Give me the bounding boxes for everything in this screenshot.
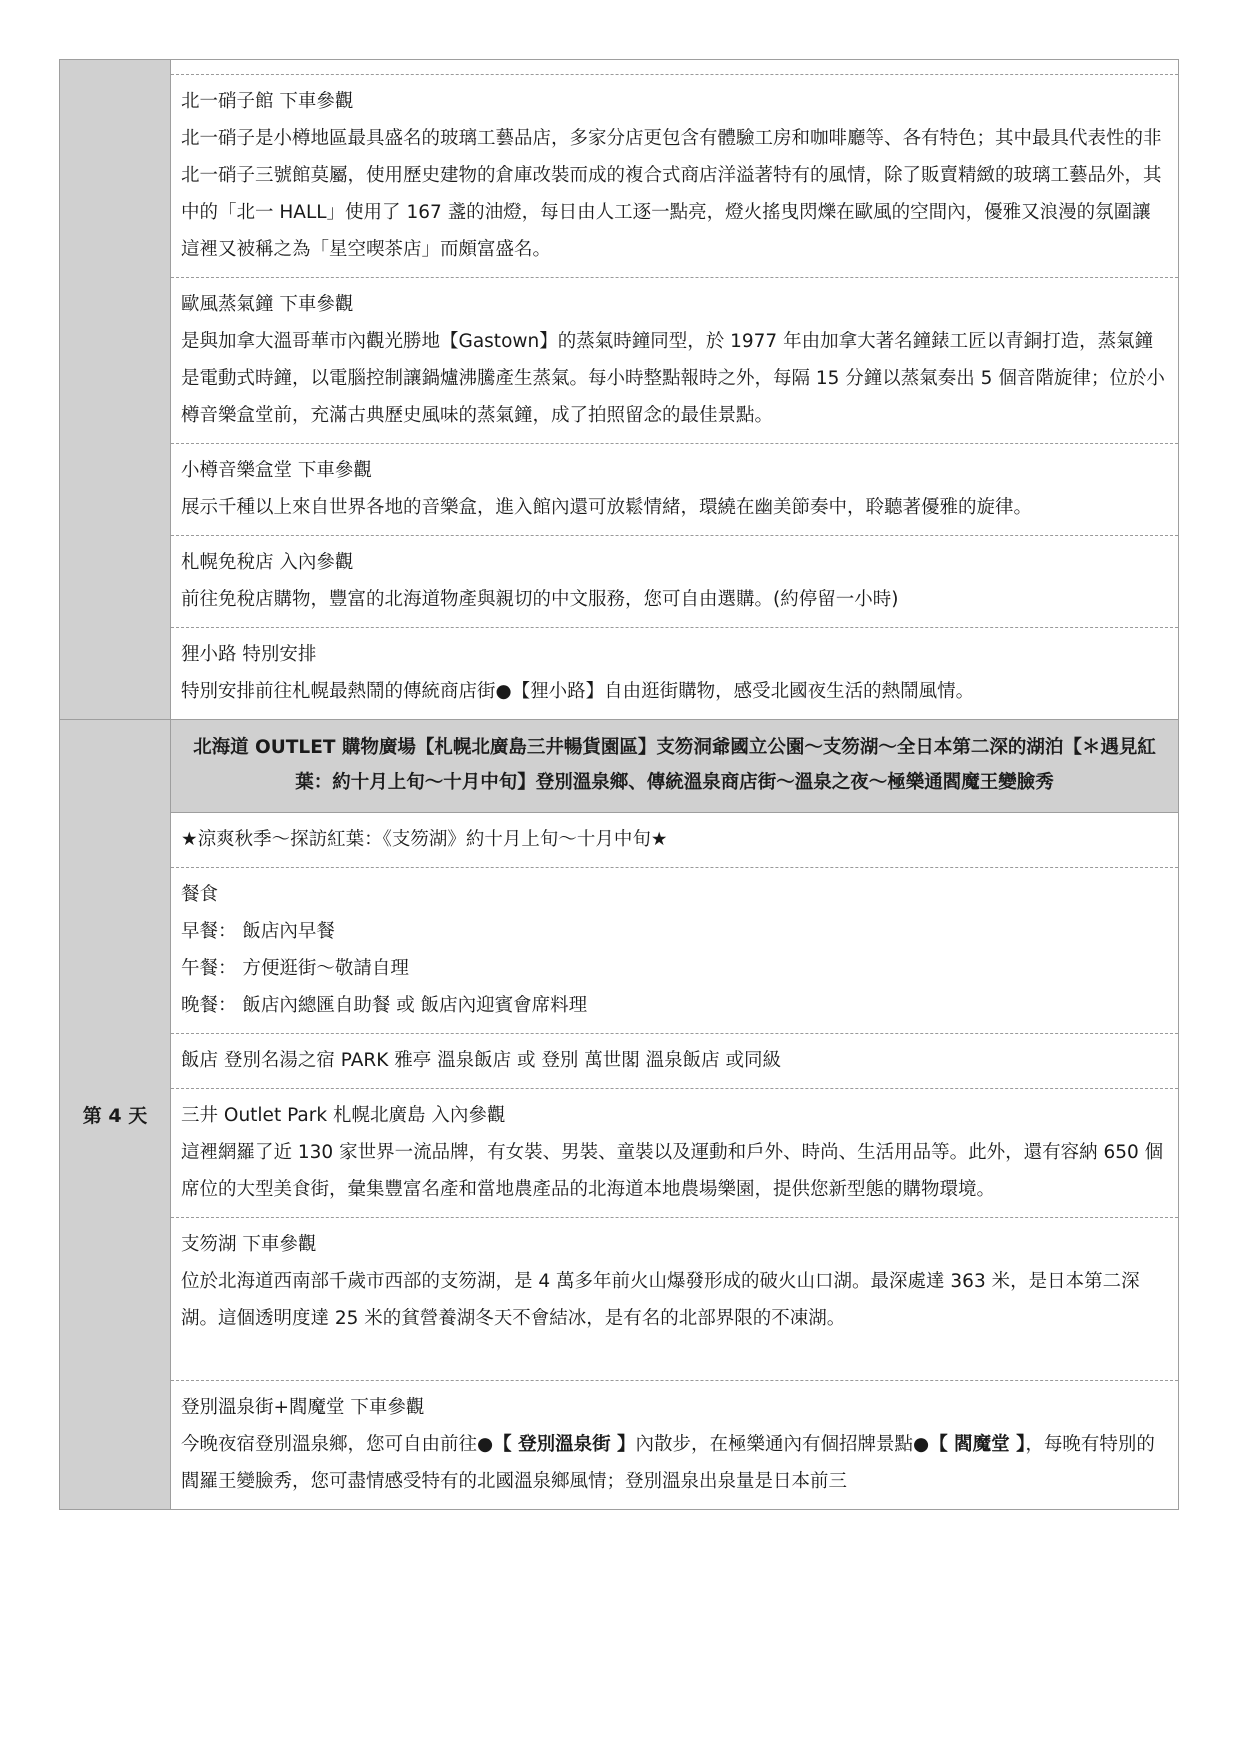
description-highlight: 【 閻魔堂 】 <box>929 1434 1026 1455</box>
attraction-description: 展示千種以上來自世界各地的音樂盒，進入館內還可放鬆情緒，環繞在幽美節奏中，聆聽著優雅的旋律。 <box>181 497 1033 518</box>
attraction-title: 歐風蒸氣鐘 下車參觀 <box>181 294 354 315</box>
day3-content-cell <box>171 60 1179 720</box>
attraction-music-box-museum <box>171 443 1178 535</box>
attraction-description: 特別安排前往札幌最熱鬧的傳統商店街●【狸小路】自由逛街購物，感受北國夜生活的熱鬧風情。 <box>181 681 975 702</box>
attraction-lake-shikotsu <box>171 1217 1178 1380</box>
attraction-title: 狸小路 特別安排 <box>181 644 317 665</box>
meals-section <box>171 867 1178 1033</box>
attraction-description: 北一硝子是小樽地區最具盛名的玻璃工藝品店，多家分店更包含有體驗工房和咖啡廳等、各有特色；其中最具代表性的非北一硝子三號館莫屬，使用歷史建物的倉庫改裝而成的複合式商店洋溢著特有的風情，除了販賣精緻的玻璃工藝品外，其中的「北一 HALL」使用了 167 盞的油燈，每日由人工逐一點亮，燈火搖曳閃爍在歐風的空間內，優雅又浪漫的氛圍讓這裡又被稱之為「星空喫茶店」而頗富盛名。 <box>181 128 1162 260</box>
lunch-line: 午餐： 方便逛街～敬請自理 <box>181 958 409 979</box>
attraction-title: 小樽音樂盒堂 下車參觀 <box>181 460 372 481</box>
attraction-description: 這裡網羅了近 130 家世界一流品牌，有女裝、男裝、童裝以及運動和戶外、時尚、生活用品等。此外，還有容納 650 個席位的大型美食街，彙集豐富名產和當地農產品的北海道本地農場樂園，提供您新型態的購物環境。 <box>181 1142 1164 1200</box>
attraction-title: 札幌免稅店 入內參觀 <box>181 552 354 573</box>
attraction-description: 位於北海道西南部千歲市西部的支笏湖，是 4 萬多年前火山爆發形成的破火山口湖。最深處達 363 米，是日本第二深湖。這個透明度達 25 米的貧營養湖冬天不會結冰，是有名的北部界限的不凍湖。 <box>181 1271 1140 1329</box>
attraction-tanukikoji <box>171 627 1178 719</box>
attraction-duty-free-shop <box>171 535 1178 627</box>
day4-row <box>60 720 1179 1510</box>
hotel-section <box>171 1033 1178 1088</box>
spacer <box>181 1337 1168 1371</box>
foliage-note-text: ★涼爽秋季～探訪紅葉：《支笏湖》約十月上旬～十月中旬★ <box>181 829 668 850</box>
dinner-line: 晚餐： 飯店內總匯自助餐 或 飯店內迎賓會席料理 <box>181 995 588 1016</box>
description-highlight: 【 登別溫泉街 】 <box>493 1434 636 1455</box>
attraction-description: 是與加拿大溫哥華市內觀光勝地【Gastown】的蒸氣時鐘同型，於 1977 年由加拿大著名鐘錶工匠以青銅打造，蒸氣鐘是電動式時鐘，以電腦控制讓鍋爐沸騰產生蒸氣。每小時整點報時之外，每隔 15 分鐘以蒸氣奏出 5 個音階旋律；位於小樽音樂盒堂前，充滿古典歷史風味的蒸氣鐘，成了拍照留念的最佳景點。 <box>181 331 1165 426</box>
description-part: 內散步，在極樂通內有個招牌景點● <box>635 1434 930 1455</box>
itinerary-page <box>59 59 1179 1510</box>
attraction-description: 前往免稅店購物，豐富的北海道物產與親切的中文服務，您可自由選購。(約停留一小時) <box>181 589 899 610</box>
breakfast-line: 早餐： 飯店內早餐 <box>181 921 335 942</box>
description-part: 今晚夜宿登別溫泉鄉，您可自由前往● <box>181 1434 494 1455</box>
attraction-title: 登別溫泉街+閻魔堂 下車參觀 <box>181 1397 425 1418</box>
attraction-title: 支笏湖 下車參觀 <box>181 1234 317 1255</box>
description-part: ，每晚有特別的閻羅王變臉秀，您可盡情感受特有的北國溫泉鄉風情；登別溫泉出泉量是日本前三 <box>181 1434 1155 1492</box>
day4-content-cell <box>171 720 1179 1510</box>
attraction-kitaichi-glass <box>171 75 1178 277</box>
day4-label-cell <box>60 720 171 1510</box>
itinerary-table <box>59 59 1179 1510</box>
attraction-steam-clock <box>171 277 1178 443</box>
day3-label-cell <box>60 60 171 720</box>
attraction-noboribetsu <box>171 1380 1178 1509</box>
day3-row <box>60 60 1179 720</box>
attraction-mitsui-outlet <box>171 1088 1178 1217</box>
day-label: 第 4 天 <box>82 1105 148 1127</box>
attraction-title: 三井 Outlet Park 札幌北廣島 入內參觀 <box>181 1105 506 1126</box>
attraction-description <box>181 1426 1168 1500</box>
day4-route-header: 北海道 OUTLET 購物廣場【札幌北廣島三井暢貨園區】支笏洞爺國立公園～支笏湖～全日本第二深的湖泊【＊遇見紅葉：約十月上旬～十月中旬】登別溫泉鄉、傳統溫泉商店街～溫泉之夜～極樂通閻魔王變臉秀 <box>171 720 1178 813</box>
attraction-title: 北一硝子館 下車參觀 <box>181 91 354 112</box>
hotel-line: 飯店 登別名湯之宿 PARK 雅亭 溫泉飯店 或 登別 萬世閣 溫泉飯店 或同級 <box>181 1050 782 1071</box>
autumn-foliage-note <box>171 813 1178 867</box>
meals-title: 餐食 <box>181 884 219 905</box>
top-divider <box>171 60 1178 75</box>
